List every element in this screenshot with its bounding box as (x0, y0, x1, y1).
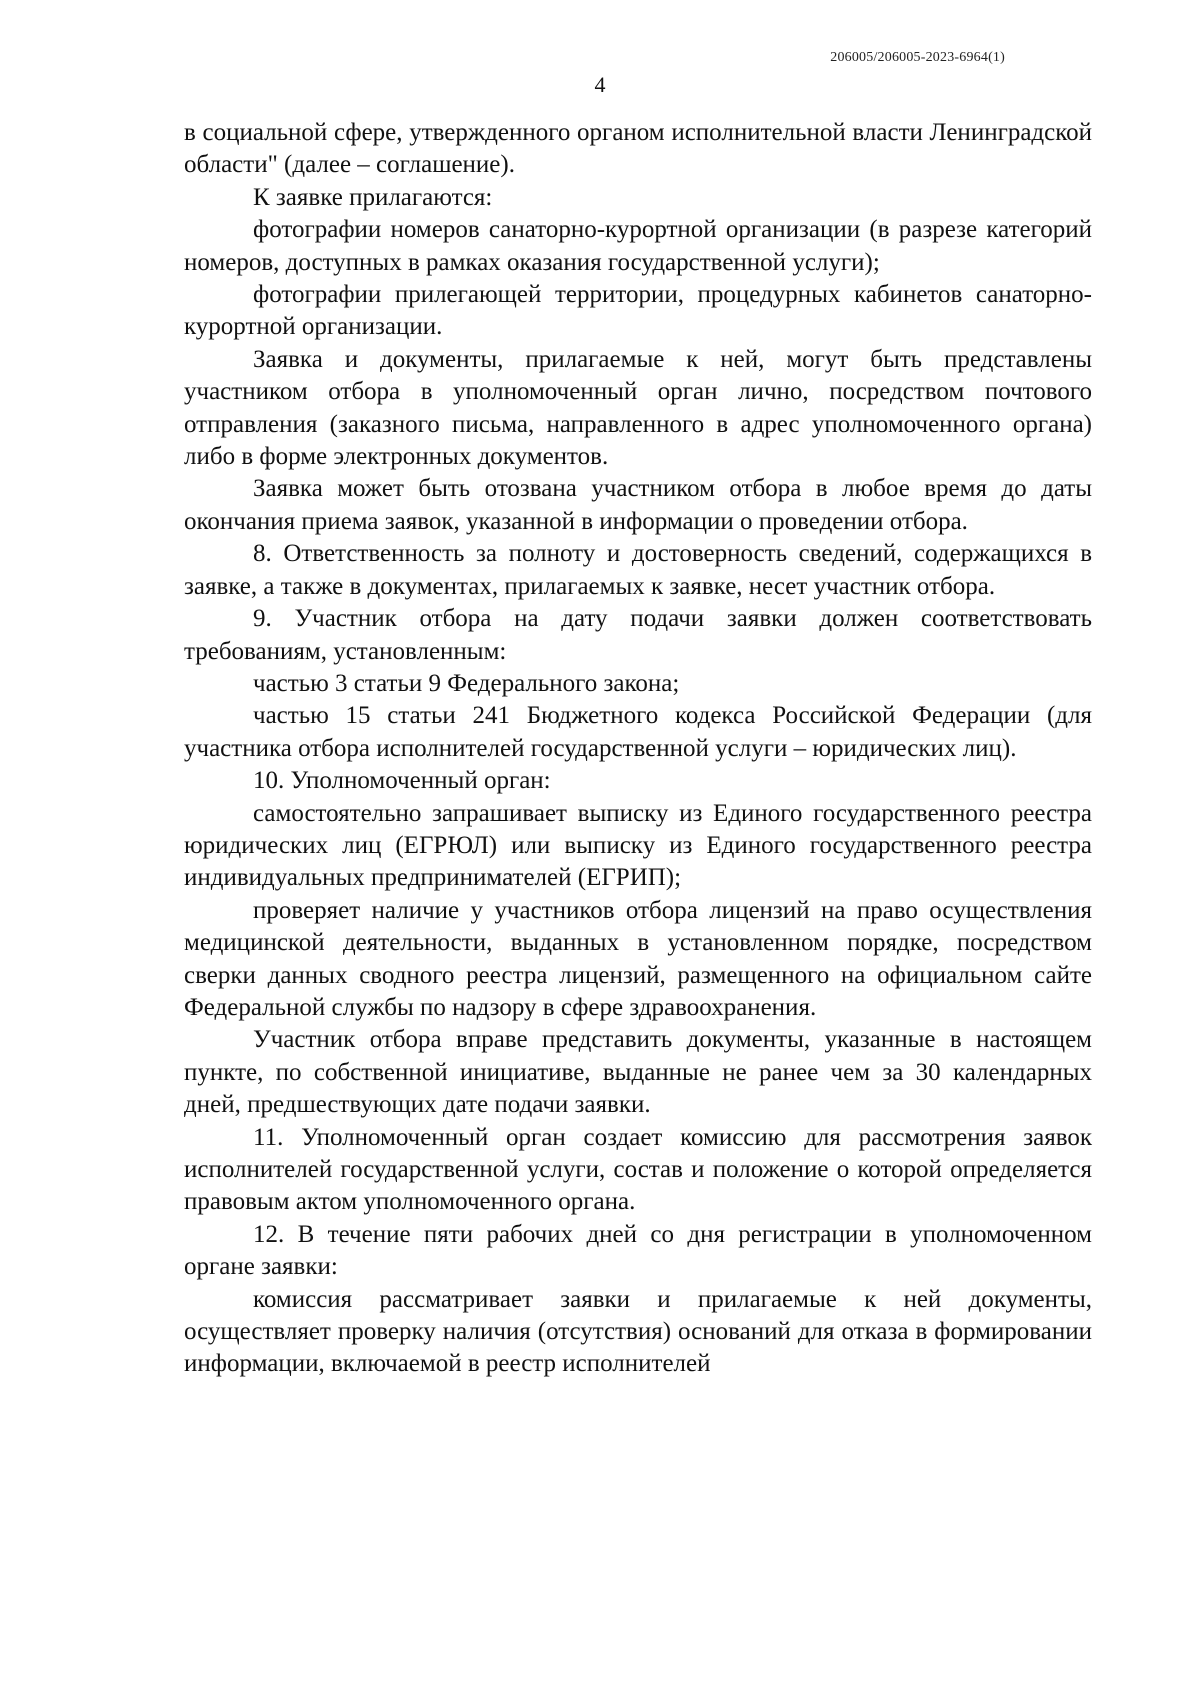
paragraph-item-11: 11. Уполномоченный орган создает комиссию для рассмотрения заявок исполнителей государственной услуги, состав и положение о которой определяется правовым актом уполномоченного органа. (184, 1123, 1092, 1216)
paragraph: фотографии прилегающей территории, процедурных кабинетов санаторно-курортной организации. (184, 281, 1092, 341)
paragraph: самостоятельно запрашивает выписку из Единого государственного реестра юридических лиц (ЕГРЮЛ) или выписку из Единого государственного реестра индивидуальных предпринимателей (ЕГРИП); (184, 799, 1092, 892)
paragraph-item-10: 10. Уполномоченный орган: (253, 767, 551, 795)
paragraph-item-8: 8. Ответственность за полноту и достоверность сведений, содержащихся в заявке, а также в документах, прилагаемых к заявке, несет участник отбора. (184, 540, 1092, 600)
paragraph: в социальной сфере, утвержденного органом исполнительной власти Ленинградской области" (далее – соглашение). (184, 119, 1092, 179)
paragraph: Заявка и документы, прилагаемые к ней, могут быть представлены участником отбора в уполномоченный орган лично, посредством почтового отправления (заказного письма, направленного в адрес уполномоченного органа) либо в форме электронных документов. (184, 345, 1092, 471)
paragraph: частью 3 статьи 9 Федерального закона; (253, 669, 680, 697)
paragraph: Заявка может быть отозвана участником отбора в любое время до даты окончания приема заявок, указанной в информации о проведении отбора. (184, 475, 1092, 535)
paragraph-item-12: 12. В течение пяти рабочих дней со дня регистрации в уполномоченном органе заявки: (184, 1220, 1092, 1281)
paragraph: Участник отбора вправе представить документы, указанные в настоящем пункте, по собственной инициативе, выданные не ранее чем за 30 календарных дней, предшествующих дате подачи заявки. (184, 1026, 1092, 1119)
paragraph-item-9: 9. Участник отбора на дату подачи заявки должен соответствовать требованиям, установленным: (184, 605, 1092, 665)
paragraph: проверяет наличие у участников отбора лицензий на право осуществления медицинской деятельности, выданных в установленном порядке, посредством сверки данных сводного реестра лицензий, размещенного на официальном сайте Федеральной службы по надзору в сфере здравоохранения. (184, 896, 1092, 1021)
paragraph: К заявке прилагаются: (253, 183, 493, 211)
document-body (184, 117, 1092, 1381)
paragraph: частью 15 статьи 241 Бюджетного кодекса Российской Федерации (для участника отбора исполнителей государственной услуги – юридических лиц). (184, 702, 1092, 762)
paragraph: комиссия рассматривает заявки и прилагаемые к ней документы, осуществляет проверку наличия (отсутствия) оснований для отказа в формировании информации, включаемой в реестр исполнителей (184, 1285, 1092, 1378)
page-number: 4 (594, 72, 606, 97)
paragraph: фотографии номеров санаторно-курортной организации (в разрезе категорий номеров, доступных в рамках оказания государственной услуги); (184, 216, 1092, 276)
document-id: 206005/206005-2023-6964(1) (830, 50, 1005, 65)
